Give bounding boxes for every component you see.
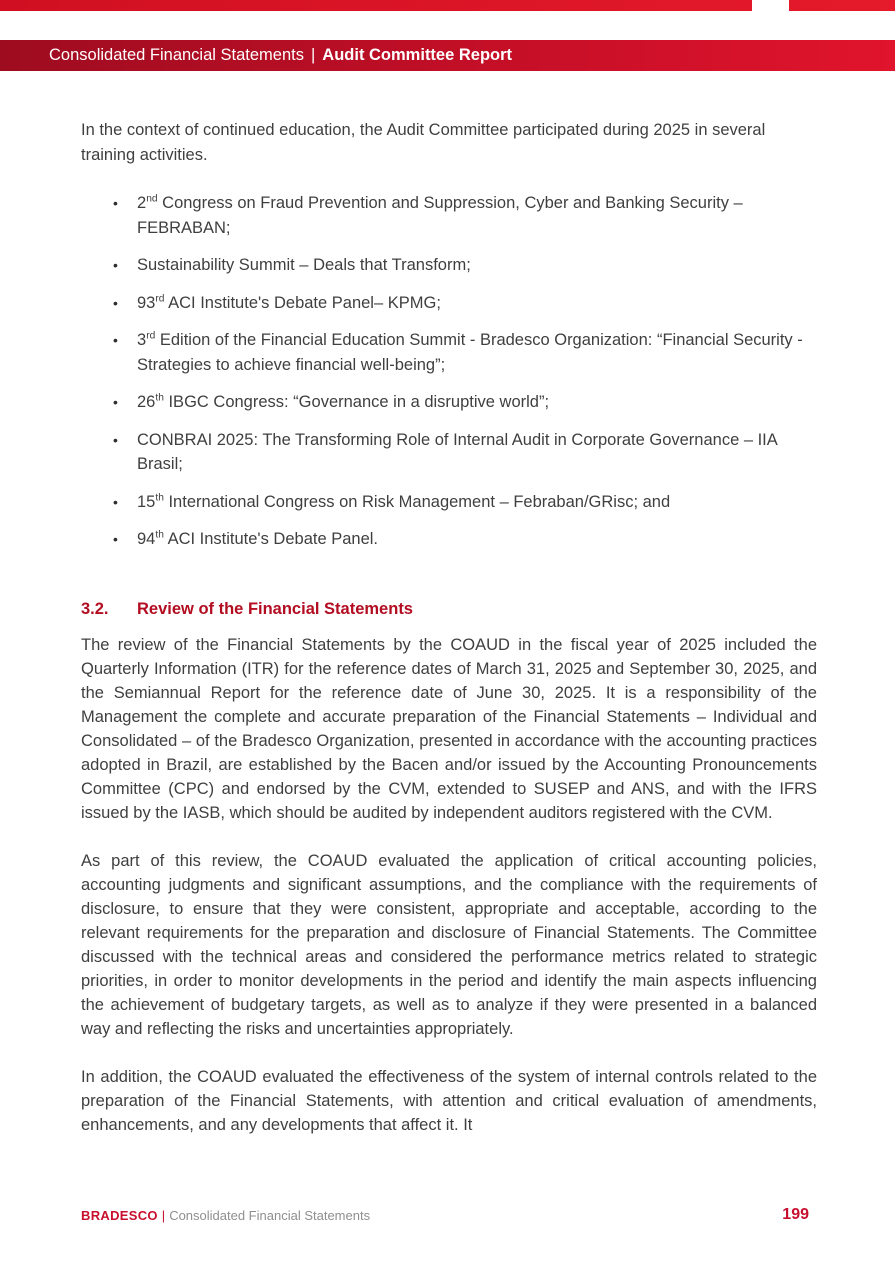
footer-separator: | xyxy=(161,1207,166,1223)
footer-brand: BRADESCO xyxy=(81,1207,158,1223)
list-item xyxy=(81,291,817,316)
ordinal-suffix: nd xyxy=(146,193,158,205)
bullet-icon: • xyxy=(113,257,118,273)
ordinal-suffix: th xyxy=(155,492,164,503)
ordinal-suffix: th xyxy=(155,529,164,541)
bullet-icon: • xyxy=(113,394,118,410)
breadcrumb xyxy=(49,46,512,65)
list-item-text: 2nd Congress on Fraud Prevention and Suppression, Cyber and Banking Security – FEBRABAN; xyxy=(137,193,743,237)
header-bar xyxy=(0,40,895,71)
breadcrumb-section: Consolidated Financial Statements xyxy=(49,46,304,64)
page-footer xyxy=(81,1206,809,1224)
ordinal-suffix: rd xyxy=(155,293,165,304)
training-activities-list xyxy=(81,191,817,552)
bullet-icon: • xyxy=(113,294,118,311)
bullet-icon: • xyxy=(113,531,118,547)
section-number: 3.2. xyxy=(81,599,109,618)
section-title: Review of the Financial Statements xyxy=(137,599,413,618)
list-item-text: 3rd Edition of the Financial Education Summit - Bradesco Organization: “Financial Security - Strategies to achieve financial well-being”; xyxy=(137,330,803,374)
list-item xyxy=(81,490,817,515)
list-item-text: 26th IBGC Congress: “Governance in a disruptive world”; xyxy=(137,392,550,411)
page-number: 199 xyxy=(782,1206,809,1223)
bullet-icon: • xyxy=(113,431,118,448)
list-item xyxy=(81,428,817,477)
breadcrumb-separator: | xyxy=(310,46,316,64)
bullet-icon: • xyxy=(113,195,118,211)
section-heading xyxy=(81,600,817,619)
list-item xyxy=(81,527,817,552)
list-item xyxy=(81,253,817,278)
bullet-icon: • xyxy=(113,493,118,510)
body-paragraph: As part of this review, the COAUD evaluated the application of critical accounting policies, accounting judgments and significant assumptions, and the compliance with the requirements of disclosure, to ensure that they were consistent, appropriate and acceptable, according to the relevant requirements for the preparation and disclosure of Financial Statements. The Committee discussed with the technical areas and considered the performance metrics related to strategic priorities, in order to monitor developments in the period and identify the main aspects influencing the achievement of budgetary targets, as well as to analyze if they were presented in a balanced way and reflecting the risks and uncertainties appropriately. xyxy=(81,851,817,1038)
top-strip-gap xyxy=(752,0,789,11)
list-item-text: 15th International Congress on Risk Management – Febraban/GRisc; and xyxy=(137,492,671,511)
top-accent-strip xyxy=(0,0,895,11)
list-item-text: Sustainability Summit – Deals that Transform; xyxy=(137,256,471,274)
ordinal-suffix: rd xyxy=(146,330,156,342)
body-paragraph: In addition, the COAUD evaluated the effectiveness of the system of internal controls related to the preparation of the Financial Statements, with attention and critical evaluation of amendments, enhancements, and any developments that affect it. It xyxy=(81,1067,817,1134)
footer-breadcrumb xyxy=(81,1208,370,1223)
list-item-text: 94th ACI Institute's Debate Panel. xyxy=(137,529,378,548)
bullet-icon: • xyxy=(113,332,118,348)
list-item-text: 93rd ACI Institute's Debate Panel– KPMG; xyxy=(137,293,441,312)
list-item xyxy=(81,191,817,240)
page-content xyxy=(81,71,817,1137)
list-item xyxy=(81,328,817,377)
list-item-text: CONBRAI 2025: The Transforming Role of Internal Audit in Corporate Governance – IIA Brasil; xyxy=(137,430,777,473)
breadcrumb-current: Audit Committee Report xyxy=(322,46,513,64)
footer-label: Consolidated Financial Statements xyxy=(169,1207,371,1223)
ordinal-suffix: th xyxy=(155,392,164,404)
body-paragraph: The review of the Financial Statements by the COAUD in the fiscal year of 2025 included the Quarterly Information (ITR) for the reference dates of March 31, 2025 and September 30, 2025, and the Semiannual Report for the reference date of June 30, 2025. It is a responsibility of the Management the complete and accurate preparation of the Financial Statements – Individual and Consolidated – of the Bradesco Organization, presented in accordance with the accounting practices adopted in Brazil, are established by the Bacen and/or issued by the Accounting Pronouncements Committee (CPC) and endorsed by the CVM, extended to SUSEP and ANS, and with the IFRS issued by the IASB, which should be audited by independent auditors registered with the CVM. xyxy=(81,635,817,822)
intro-paragraph: In the context of continued education, the Audit Committee participated during 2025 in several training activities. xyxy=(81,121,766,164)
list-item xyxy=(81,390,817,415)
